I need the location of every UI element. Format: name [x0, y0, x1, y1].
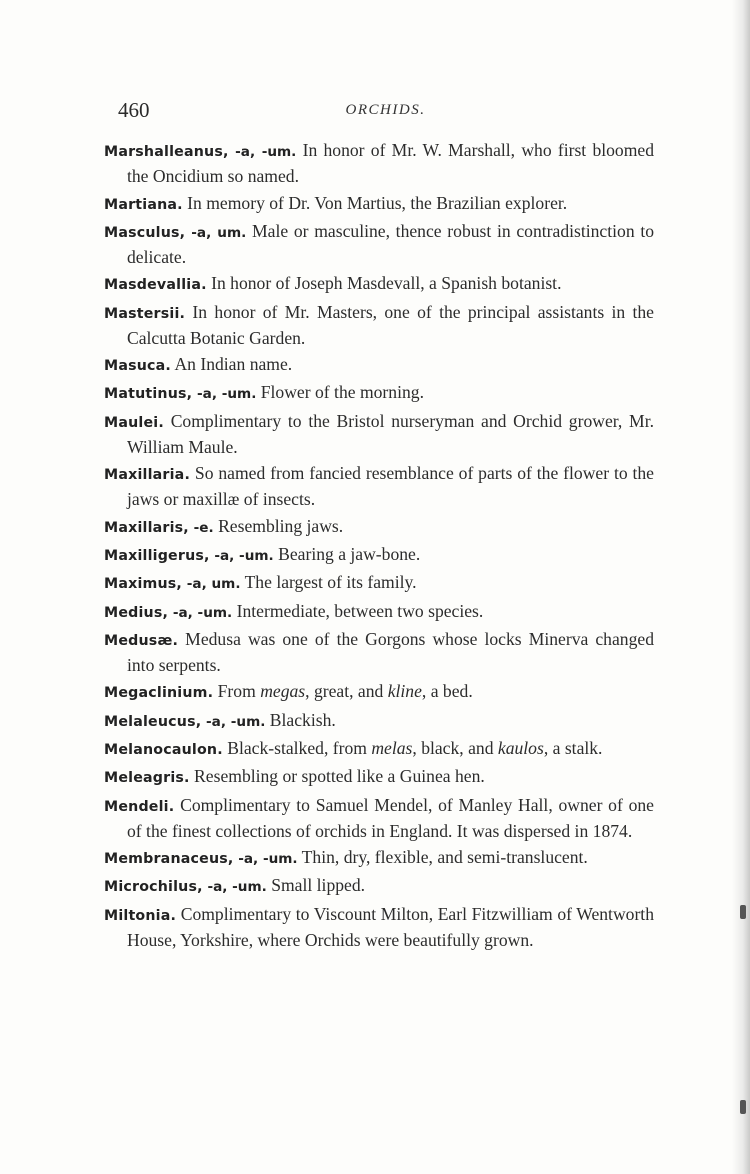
entry-term: Miltonia.: [104, 907, 177, 924]
glossary-entries: [104, 138, 654, 954]
entry-suffix: -a, um.: [182, 576, 241, 593]
entry-term: Maxilligerus,: [104, 547, 210, 564]
page-header: [118, 98, 653, 128]
entry-term: Matutinus,: [104, 386, 193, 403]
glossary-entry: [104, 542, 654, 568]
glossary-entry: [104, 380, 654, 406]
entry-term: Masuca.: [104, 358, 172, 375]
greek-word: kaulos: [497, 737, 544, 758]
glossary-entry: [104, 679, 654, 705]
entry-definition: Bearing a jaw-bone.: [273, 543, 421, 564]
glossary-entry: [104, 352, 654, 378]
entry-definition: The largest of its family.: [240, 572, 417, 593]
entry-term: Membranaceus,: [104, 851, 234, 868]
entry-definition: Complimentary to Samuel Mendel, of Manley Hall, owner of one of the finest collections of orchids in England. It was dispersed in 1874.: [127, 794, 654, 841]
running-title: ORCHIDS.: [345, 102, 426, 118]
edge-mark: [740, 1100, 746, 1114]
entry-suffix: -a, -um.: [201, 713, 266, 730]
glossary-entry: [104, 570, 654, 596]
glossary-entry: [104, 191, 654, 217]
glossary-entry: [104, 300, 654, 350]
entry-definition: So named from fancied resemblance of parts of the flower to the jaws or maxillæ of insects.: [127, 463, 654, 510]
entry-suffix: -a, -um.: [202, 879, 267, 896]
entry-term: Megaclinium.: [104, 685, 214, 702]
entry-suffix: -a, -um.: [168, 604, 233, 621]
glossary-entry: [104, 902, 654, 952]
glossary-entry: [104, 708, 654, 734]
edge-mark: [740, 905, 746, 919]
greek-word: kline: [387, 681, 422, 702]
entry-definition: Thin, dry, flexible, and semi-translucent.: [297, 847, 588, 868]
entry-term: Melanocaulon.: [104, 741, 223, 758]
page-edge-shadow: [732, 0, 750, 1174]
entry-term: Maxillaris,: [104, 519, 189, 536]
glossary-entry: [104, 599, 654, 625]
greek-word: megas: [260, 681, 306, 702]
glossary-entry: [104, 514, 654, 540]
glossary-entry: [104, 409, 654, 459]
glossary-entry: [104, 461, 654, 511]
entry-term: Mendeli.: [104, 798, 175, 815]
glossary-entry: [104, 736, 654, 762]
entry-term: Meleagris.: [104, 770, 190, 787]
glossary-entry: [104, 764, 654, 790]
glossary-entry: [104, 845, 654, 871]
entry-definition: Black-stalked, from melas, black, and kaulos, a stalk.: [222, 737, 603, 758]
entry-definition: Flower of the morning.: [256, 382, 424, 403]
entry-term: Medius,: [104, 604, 169, 621]
entry-suffix: -a, -um.: [233, 851, 298, 868]
entry-term: Masdevallia.: [104, 277, 207, 294]
entry-definition: In memory of Dr. Von Martius, the Brazilian explorer.: [182, 192, 568, 213]
entry-definition: Complimentary to the Bristol nurseryman and Orchid grower, Mr. William Maule.: [127, 410, 654, 457]
glossary-entry: [104, 271, 654, 297]
entry-term: Martiana.: [104, 196, 183, 213]
entry-suffix: -e.: [188, 519, 214, 536]
entry-definition: From megas, great, and kline, a bed.: [213, 681, 473, 702]
entry-term: Medusæ.: [104, 632, 179, 649]
entry-term: Masculus,: [104, 224, 186, 241]
entry-definition: Blackish.: [265, 709, 336, 730]
entry-term: Maxillaria.: [104, 467, 191, 484]
entry-term: Melaleucus,: [104, 713, 202, 730]
entry-definition: Complimentary to Viscount Milton, Earl Fitzwilliam of Wentworth House, Yorkshire, where Orchids were beautifully grown.: [127, 903, 654, 950]
entry-suffix: -a, -um.: [228, 144, 297, 160]
glossary-entry: [104, 793, 654, 843]
glossary-entry: [104, 873, 654, 899]
entry-definition: An Indian name.: [171, 354, 293, 375]
entry-definition: Small lipped.: [266, 875, 366, 896]
greek-word: melas: [371, 737, 413, 758]
entry-definition: In honor of Joseph Masdevall, a Spanish botanist.: [206, 273, 562, 294]
page-number: 460: [118, 98, 150, 122]
entry-definition: In honor of Mr. Masters, one of the principal assistants in the Calcutta Botanic Garden.: [127, 301, 654, 348]
entry-suffix: -a, um.: [185, 224, 247, 241]
entry-definition: Intermediate, between two species.: [232, 600, 484, 621]
entry-suffix: -a, -um.: [192, 386, 257, 403]
entry-term: Marshalleanus,: [104, 144, 229, 160]
entry-definition: In honor of Mr. W. Marshall, who first bloomed the Oncidium so named.: [127, 140, 655, 187]
entry-definition: Male or masculine, thence robust in contradistinction to delicate.: [127, 220, 655, 267]
glossary-entry: [104, 138, 654, 188]
entry-suffix: -a, -um.: [209, 547, 274, 564]
entry-term: Mastersii.: [104, 305, 186, 322]
entry-definition: Medusa was one of the Gorgons whose locks Minerva changed into serpents.: [127, 628, 654, 676]
entry-term: Maulei.: [104, 414, 164, 431]
entry-definition: Resembling jaws.: [213, 515, 344, 536]
glossary-entry: [104, 627, 654, 677]
glossary-entry: [104, 219, 654, 269]
entry-definition: Resembling or spotted like a Guinea hen.: [189, 766, 485, 787]
entry-term: Microchilus,: [104, 879, 203, 896]
entry-term: Maximus,: [104, 576, 183, 593]
